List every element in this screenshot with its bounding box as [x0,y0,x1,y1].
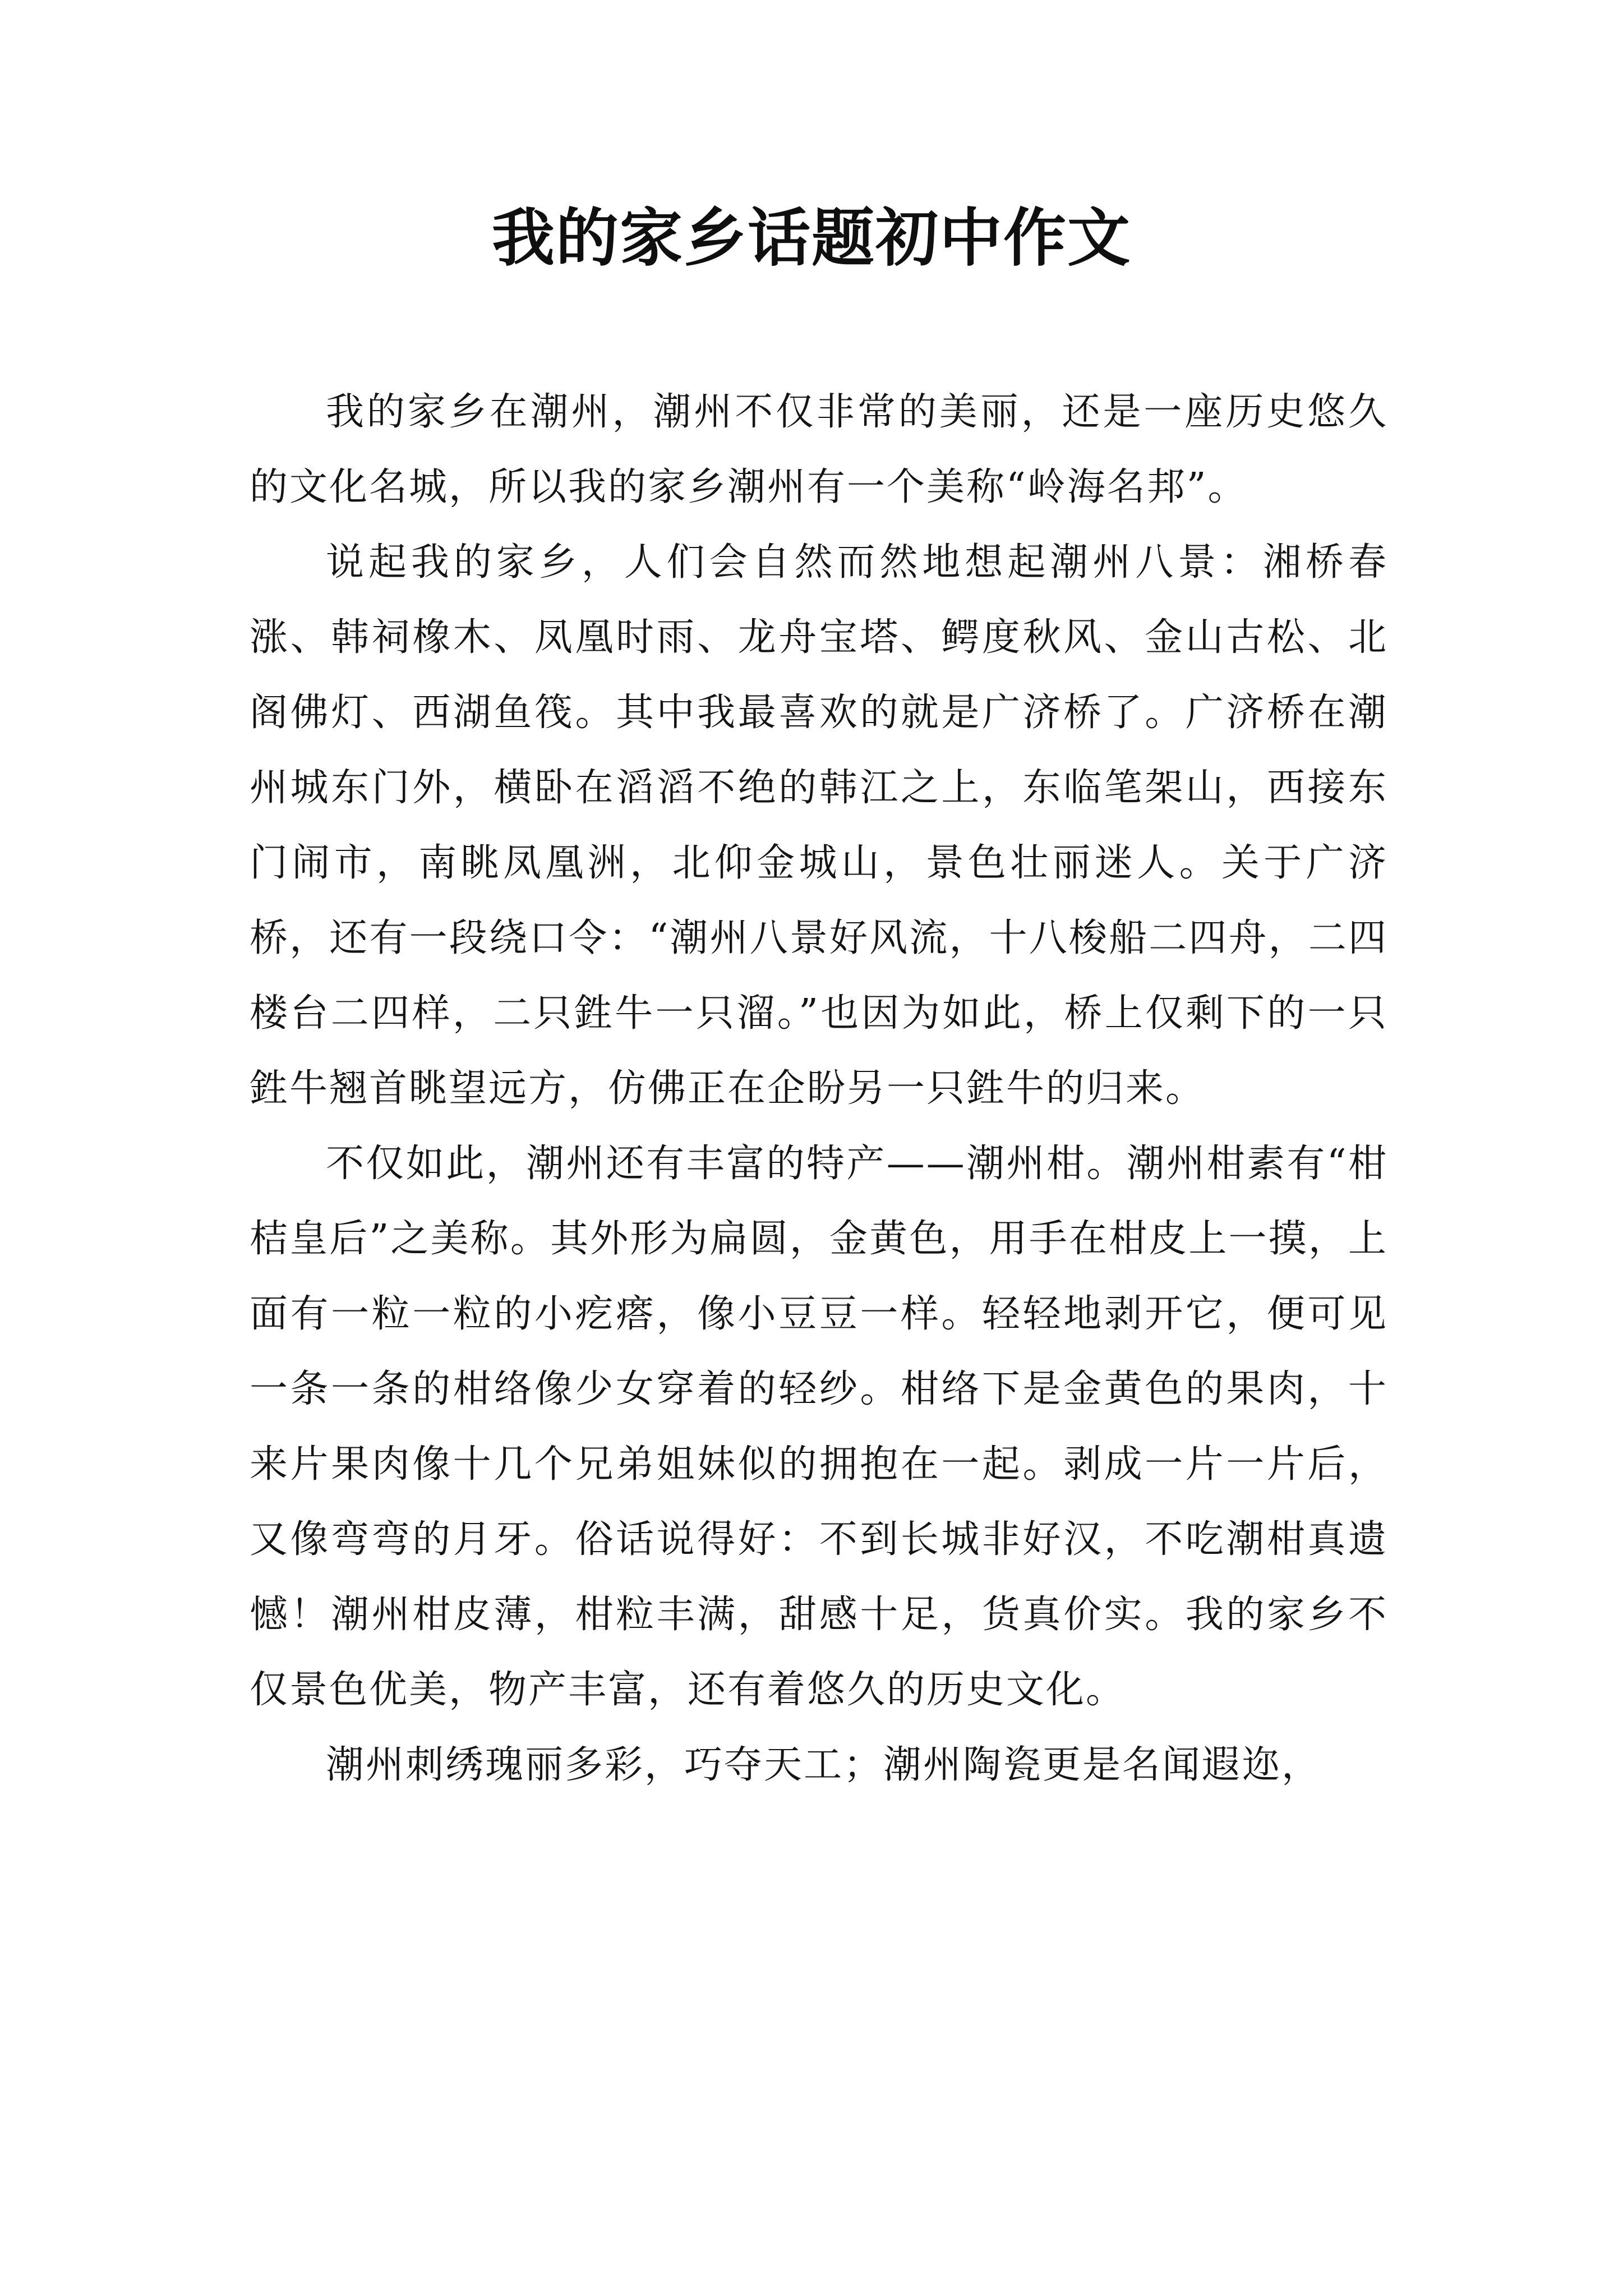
paragraph: 我的家乡在潮州，潮州不仅非常的美丽，还是一座历史悠久的文化名城，所以我的家乡潮州有一个美称“岭海名邦”。 [250,390,1388,509]
paragraph: 潮州刺绣瑰丽多彩，巧夺天工；潮州陶瓷更是名闻遐迩， [326,1743,1322,1787]
document-body [250,375,1388,1803]
document-title: 我的家乡话题初中作文 [492,201,1131,275]
paragraph: 不仅如此，潮州还有丰富的特产——潮州柑。潮州柑素有“柑桔皇后”之美称。其外形为扁圆，金黄色，用手在柑皮上一摸，上面有一粒一粒的小疙瘩，像小豆豆一样。轻轻地剥开它，便可见一条一条的柑络像少女穿着的轻纱。柑络下是金黄色的果肉，十来片果肉像十几个兄弟姐妹似的拥抱在一起。剥成一片一片后，又像弯弯的月牙。俗话说得好：不到长城非好汉，不吃潮柑真遗憾！潮州柑皮薄，柑粒丰满，甜感十足，货真价实。我的家乡不仅景色优美，物产丰富，还有着悠久的历史文化。 [250,1142,1388,1712]
paragraph: 说起我的家乡，人们会自然而然地想起潮州八景：湘桥春涨、韩祠橡木、凤凰时雨、龙舟宝塔、鳄度秋风、金山古松、北阁佛灯、西湖鱼筏。其中我最喜欢的就是广济桥了。广济桥在潮州城东门外，横卧在滔滔不绝的韩江之上，东临笔架山，西接东门闹市，南眺凤凰洲，北仰金城山，景色壮丽迷人。关于广济桥，还有一段绕口令：“潮州八景好风流，十八梭船二四舟，二四楼台二四样，二只鉎牛一只溜。”也因为如此，桥上仅剩下的一只鉎牛翘首眺望远方，仿佛正在企盼另一只鉎牛的归来。 [250,540,1388,1111]
